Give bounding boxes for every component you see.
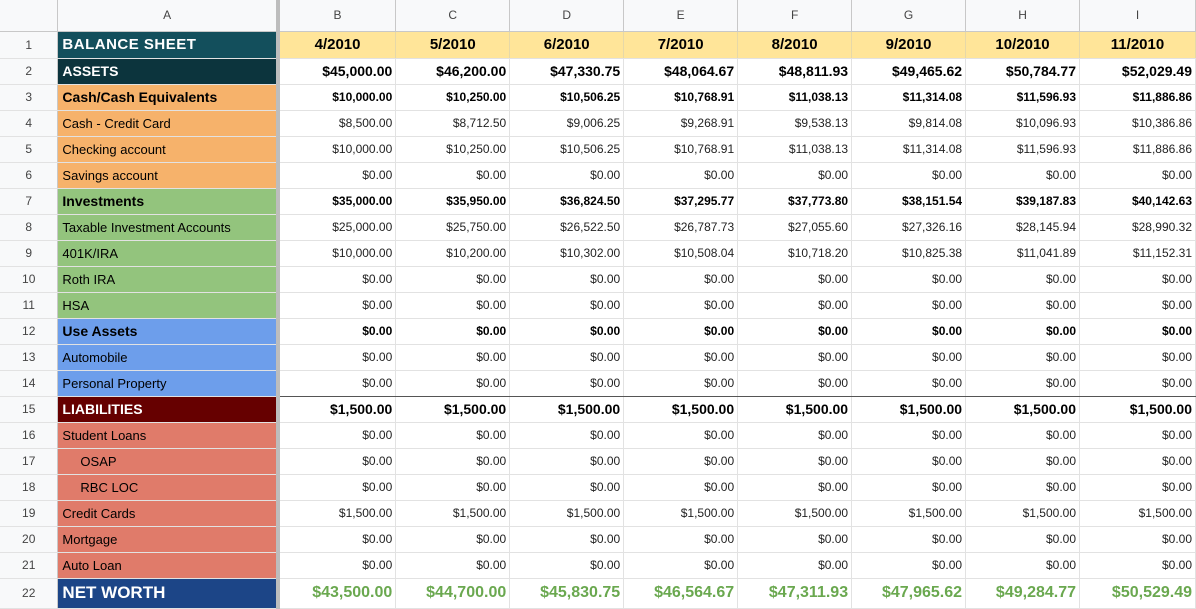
value-cell[interactable]: $50,784.77 (966, 58, 1080, 84)
value-cell[interactable]: $27,326.16 (852, 214, 966, 240)
row-header[interactable]: 11 (0, 292, 58, 318)
column-header-g[interactable]: G (852, 0, 966, 31)
month-cell[interactable]: 10/2010 (966, 31, 1080, 58)
row-mortgage (0, 526, 1196, 552)
value-cell[interactable]: $0.00 (1080, 318, 1196, 344)
row-header[interactable]: 12 (0, 318, 58, 344)
value-cell[interactable]: $11,314.08 (852, 84, 966, 110)
value-cell[interactable]: $0.00 (738, 422, 852, 448)
row-net-worth (0, 578, 1196, 608)
row-investments (0, 188, 1196, 214)
value-cell[interactable]: $1,500.00 (624, 500, 738, 526)
value-cell[interactable]: $10,302.00 (510, 240, 624, 266)
value-cell[interactable]: $10,825.38 (852, 240, 966, 266)
value-cell[interactable]: $48,064.67 (624, 58, 738, 84)
column-header-row (0, 0, 1196, 31)
value-cell[interactable]: $25,000.00 (278, 214, 396, 240)
value-cell[interactable]: $1,500.00 (278, 500, 396, 526)
value-cell[interactable]: $0.00 (624, 344, 738, 370)
month-cell[interactable]: 4/2010 (278, 31, 396, 58)
value-cell[interactable]: $0.00 (396, 526, 510, 552)
value-cell[interactable]: $0.00 (624, 422, 738, 448)
value-cell[interactable]: $0.00 (852, 422, 966, 448)
value-cell[interactable]: $10,096.93 (966, 110, 1080, 136)
value-cell[interactable]: $0.00 (852, 474, 966, 500)
row-header[interactable]: 16 (0, 422, 58, 448)
value-cell[interactable]: $9,268.91 (624, 110, 738, 136)
value-cell[interactable]: $0.00 (624, 162, 738, 188)
value-cell[interactable]: $0.00 (510, 448, 624, 474)
row-assets (0, 58, 1196, 84)
row-header[interactable]: 8 (0, 214, 58, 240)
value-cell[interactable]: $28,145.94 (966, 214, 1080, 240)
column-header-b[interactable]: B (278, 0, 396, 31)
label-cell-401k-ira[interactable]: 401K/IRA (58, 240, 278, 266)
value-cell[interactable]: $0.00 (738, 474, 852, 500)
value-cell[interactable]: $0.00 (1080, 474, 1196, 500)
value-cell[interactable]: $0.00 (510, 526, 624, 552)
value-cell[interactable]: $9,006.25 (510, 110, 624, 136)
value-cell[interactable]: $0.00 (738, 162, 852, 188)
value-cell[interactable]: $0.00 (624, 292, 738, 318)
value-cell[interactable]: $0.00 (510, 344, 624, 370)
column-header-c[interactable]: C (396, 0, 510, 31)
label-cell-rbc-loc[interactable]: RBC LOC (58, 474, 278, 500)
value-cell[interactable]: $39,187.83 (966, 188, 1080, 214)
value-cell[interactable]: $37,295.77 (624, 188, 738, 214)
label-cell-credit-cards[interactable]: Credit Cards (58, 500, 278, 526)
value-cell[interactable]: $0.00 (396, 292, 510, 318)
value-cell[interactable]: $0.00 (278, 422, 396, 448)
row-header[interactable]: 18 (0, 474, 58, 500)
value-cell[interactable]: $0.00 (738, 552, 852, 578)
value-cell[interactable]: $0.00 (966, 526, 1080, 552)
value-cell[interactable]: $0.00 (278, 526, 396, 552)
value-cell[interactable]: $10,200.00 (396, 240, 510, 266)
value-cell[interactable]: $0.00 (624, 474, 738, 500)
value-cell[interactable]: $0.00 (396, 448, 510, 474)
value-cell[interactable]: $0.00 (966, 422, 1080, 448)
value-cell[interactable]: $0.00 (510, 552, 624, 578)
label-cell-roth-ira[interactable]: Roth IRA (58, 266, 278, 292)
value-cell[interactable]: $10,250.00 (396, 136, 510, 162)
value-cell[interactable]: $0.00 (396, 266, 510, 292)
value-cell[interactable]: $0.00 (278, 318, 396, 344)
value-cell[interactable]: $11,886.86 (1080, 136, 1196, 162)
value-cell[interactable]: $0.00 (738, 526, 852, 552)
value-cell[interactable]: $40,142.63 (1080, 188, 1196, 214)
row-header[interactable]: 7 (0, 188, 58, 214)
row-header[interactable]: 6 (0, 162, 58, 188)
value-cell[interactable]: $1,500.00 (510, 500, 624, 526)
value-cell[interactable]: $0.00 (1080, 370, 1196, 396)
month-cell[interactable]: 9/2010 (852, 31, 966, 58)
value-cell[interactable]: $0.00 (510, 370, 624, 396)
row-401k-ira (0, 240, 1196, 266)
value-cell[interactable]: $0.00 (852, 370, 966, 396)
value-cell[interactable]: $0.00 (396, 422, 510, 448)
value-cell[interactable]: $0.00 (624, 448, 738, 474)
value-cell[interactable]: $0.00 (624, 526, 738, 552)
value-cell[interactable]: $0.00 (852, 448, 966, 474)
value-cell[interactable]: $0.00 (624, 266, 738, 292)
row-header[interactable]: 15 (0, 396, 58, 422)
value-cell[interactable]: $0.00 (738, 266, 852, 292)
value-cell[interactable]: $0.00 (510, 318, 624, 344)
row-header[interactable]: 21 (0, 552, 58, 578)
value-cell[interactable]: $0.00 (966, 318, 1080, 344)
value-cell[interactable]: $0.00 (966, 292, 1080, 318)
row-header[interactable]: 13 (0, 344, 58, 370)
month-cell[interactable]: 5/2010 (396, 31, 510, 58)
value-cell[interactable]: $8,500.00 (278, 110, 396, 136)
label-cell-assets[interactable]: ASSETS (58, 58, 278, 84)
row-header[interactable]: 2 (0, 58, 58, 84)
value-cell[interactable]: $0.00 (966, 344, 1080, 370)
value-cell[interactable]: $0.00 (852, 526, 966, 552)
value-cell[interactable]: $0.00 (396, 474, 510, 500)
value-cell[interactable]: $0.00 (966, 552, 1080, 578)
label-cell-personal-property[interactable]: Personal Property (58, 370, 278, 396)
value-cell[interactable]: $1,500.00 (510, 396, 624, 422)
column-header-i[interactable]: I (1080, 0, 1196, 31)
value-cell[interactable]: $10,000.00 (278, 136, 396, 162)
value-cell[interactable]: $1,500.00 (396, 500, 510, 526)
column-header-e[interactable]: E (624, 0, 738, 31)
value-cell[interactable]: $47,965.62 (852, 578, 966, 608)
value-cell[interactable]: $1,500.00 (396, 396, 510, 422)
value-cell[interactable]: $11,314.08 (852, 136, 966, 162)
row-automobile (0, 344, 1196, 370)
label-cell-student-loans[interactable]: Student Loans (58, 422, 278, 448)
value-cell[interactable]: $10,250.00 (396, 84, 510, 110)
value-cell[interactable]: $0.00 (278, 292, 396, 318)
value-cell[interactable]: $1,500.00 (738, 396, 852, 422)
value-cell[interactable]: $0.00 (510, 266, 624, 292)
value-cell[interactable]: $37,773.80 (738, 188, 852, 214)
label-cell-automobile[interactable]: Automobile (58, 344, 278, 370)
label-cell-savings-account[interactable]: Savings account (58, 162, 278, 188)
row-savings-account (0, 162, 1196, 188)
value-cell[interactable]: $0.00 (624, 318, 738, 344)
month-cell[interactable]: 6/2010 (510, 31, 624, 58)
value-cell[interactable]: $0.00 (396, 318, 510, 344)
month-cell[interactable]: 7/2010 (624, 31, 738, 58)
value-cell[interactable]: $0.00 (738, 370, 852, 396)
row-header[interactable]: 14 (0, 370, 58, 396)
month-cell[interactable]: 8/2010 (738, 31, 852, 58)
row-rbc-loc (0, 474, 1196, 500)
value-cell[interactable]: $11,596.93 (966, 136, 1080, 162)
label-cell-auto-loan[interactable]: Auto Loan (58, 552, 278, 578)
label-cell-use-assets[interactable]: Use Assets (58, 318, 278, 344)
value-cell[interactable]: $11,596.93 (966, 84, 1080, 110)
value-cell[interactable]: $0.00 (852, 292, 966, 318)
value-cell[interactable]: $26,787.73 (624, 214, 738, 240)
row-header[interactable]: 10 (0, 266, 58, 292)
value-cell[interactable]: $0.00 (852, 162, 966, 188)
value-cell[interactable]: $10,000.00 (278, 240, 396, 266)
value-cell[interactable]: $35,000.00 (278, 188, 396, 214)
value-cell[interactable]: $0.00 (510, 474, 624, 500)
value-cell[interactable]: $48,811.93 (738, 58, 852, 84)
column-header-d[interactable]: D (510, 0, 624, 31)
value-cell[interactable]: $10,768.91 (624, 136, 738, 162)
value-cell[interactable]: $0.00 (852, 344, 966, 370)
row-taxable-investment-accounts (0, 214, 1196, 240)
value-cell[interactable]: $0.00 (278, 448, 396, 474)
row-roth-ira (0, 266, 1196, 292)
row-header[interactable]: 4 (0, 110, 58, 136)
value-cell[interactable]: $0.00 (624, 370, 738, 396)
month-cell[interactable]: 11/2010 (1080, 31, 1196, 58)
value-cell[interactable]: $0.00 (1080, 292, 1196, 318)
value-cell[interactable]: $0.00 (510, 422, 624, 448)
value-cell[interactable]: $1,500.00 (1080, 500, 1196, 526)
row-credit-cards (0, 500, 1196, 526)
row-student-loans (0, 422, 1196, 448)
label-cell-checking-account[interactable]: Checking account (58, 136, 278, 162)
column-header-h[interactable]: H (966, 0, 1080, 31)
value-cell[interactable]: $25,750.00 (396, 214, 510, 240)
value-cell[interactable]: $0.00 (738, 318, 852, 344)
row-header[interactable]: 9 (0, 240, 58, 266)
row-auto-loan (0, 552, 1196, 578)
value-cell[interactable]: $11,038.13 (738, 84, 852, 110)
label-cell-investments[interactable]: Investments (58, 188, 278, 214)
row-liabilities (0, 396, 1196, 422)
row-header-1[interactable]: 1 (0, 31, 58, 58)
label-cell-osap[interactable]: OSAP (58, 448, 278, 474)
row-hsa (0, 292, 1196, 318)
label-cell-liabilities[interactable]: LIABILITIES (58, 396, 278, 422)
label-cell-mortgage[interactable]: Mortgage (58, 526, 278, 552)
row-header[interactable]: 19 (0, 500, 58, 526)
column-header-f[interactable]: F (738, 0, 852, 31)
value-cell[interactable]: $47,330.75 (510, 58, 624, 84)
value-cell[interactable]: $11,152.31 (1080, 240, 1196, 266)
row-osap (0, 448, 1196, 474)
value-cell[interactable]: $9,814.08 (852, 110, 966, 136)
value-cell[interactable]: $27,055.60 (738, 214, 852, 240)
value-cell[interactable]: $10,386.86 (1080, 110, 1196, 136)
value-cell[interactable]: $8,712.50 (396, 110, 510, 136)
value-cell[interactable]: $11,041.89 (966, 240, 1080, 266)
value-cell[interactable]: $0.00 (852, 266, 966, 292)
value-cell[interactable]: $10,768.91 (624, 84, 738, 110)
value-cell[interactable]: $0.00 (278, 162, 396, 188)
value-cell[interactable]: $10,506.25 (510, 84, 624, 110)
value-cell[interactable]: $43,500.00 (278, 578, 396, 608)
value-cell[interactable]: $35,950.00 (396, 188, 510, 214)
value-cell[interactable]: $0.00 (1080, 526, 1196, 552)
value-cell[interactable]: $0.00 (1080, 422, 1196, 448)
value-cell[interactable]: $0.00 (966, 370, 1080, 396)
value-cell[interactable]: $44,700.00 (396, 578, 510, 608)
value-cell[interactable]: $1,500.00 (278, 396, 396, 422)
value-cell[interactable]: $46,200.00 (396, 58, 510, 84)
row-cash-credit-card (0, 110, 1196, 136)
value-cell[interactable]: $0.00 (396, 552, 510, 578)
value-cell[interactable]: $47,311.93 (738, 578, 852, 608)
row-header[interactable]: 20 (0, 526, 58, 552)
value-cell[interactable]: $1,500.00 (966, 396, 1080, 422)
label-cell-taxable-investment-accounts[interactable]: Taxable Investment Accounts (58, 214, 278, 240)
value-cell[interactable]: $49,465.62 (852, 58, 966, 84)
row-use-assets (0, 318, 1196, 344)
row-checking-account (0, 136, 1196, 162)
value-cell[interactable]: $1,500.00 (966, 500, 1080, 526)
value-cell[interactable]: $1,500.00 (624, 396, 738, 422)
value-cell[interactable]: $0.00 (510, 292, 624, 318)
value-cell[interactable]: $10,508.04 (624, 240, 738, 266)
value-cell[interactable]: $1,500.00 (738, 500, 852, 526)
label-cell-net-worth[interactable]: NET WORTH (58, 578, 278, 608)
value-cell[interactable]: $38,151.54 (852, 188, 966, 214)
value-cell[interactable]: $0.00 (278, 370, 396, 396)
value-cell[interactable]: $0.00 (1080, 266, 1196, 292)
value-cell[interactable]: $1,500.00 (1080, 396, 1196, 422)
value-cell[interactable]: $0.00 (738, 292, 852, 318)
value-cell[interactable]: $10,506.25 (510, 136, 624, 162)
value-cell[interactable]: $9,538.13 (738, 110, 852, 136)
value-cell[interactable]: $0.00 (396, 162, 510, 188)
value-cell[interactable]: $0.00 (1080, 448, 1196, 474)
row-cash-equivalents (0, 84, 1196, 110)
value-cell[interactable]: $0.00 (278, 344, 396, 370)
value-cell[interactable]: $46,564.67 (624, 578, 738, 608)
label-cell-cash-equivalents[interactable]: Cash/Cash Equivalents (58, 84, 278, 110)
value-cell[interactable]: $1,500.00 (852, 396, 966, 422)
value-cell[interactable]: $0.00 (1080, 344, 1196, 370)
value-cell[interactable]: $49,284.77 (966, 578, 1080, 608)
value-cell[interactable]: $0.00 (966, 474, 1080, 500)
value-cell[interactable]: $0.00 (738, 448, 852, 474)
value-cell[interactable]: $11,038.13 (738, 136, 852, 162)
header-row (0, 31, 1196, 58)
column-header-a[interactable]: A (58, 0, 278, 31)
value-cell[interactable]: $0.00 (966, 162, 1080, 188)
value-cell[interactable]: $10,000.00 (278, 84, 396, 110)
value-cell[interactable]: $0.00 (1080, 162, 1196, 188)
value-cell[interactable]: $0.00 (1080, 552, 1196, 578)
value-cell[interactable]: $45,830.75 (510, 578, 624, 608)
value-cell[interactable]: $45,000.00 (278, 58, 396, 84)
value-cell[interactable]: $10,718.20 (738, 240, 852, 266)
value-cell[interactable]: $0.00 (738, 344, 852, 370)
value-cell[interactable]: $0.00 (966, 266, 1080, 292)
value-cell[interactable]: $0.00 (966, 448, 1080, 474)
value-cell[interactable]: $0.00 (278, 552, 396, 578)
row-header[interactable]: 3 (0, 84, 58, 110)
value-cell[interactable]: $36,824.50 (510, 188, 624, 214)
value-cell[interactable]: $0.00 (278, 266, 396, 292)
value-cell[interactable]: $52,029.49 (1080, 58, 1196, 84)
label-cell-cash-credit-card[interactable]: Cash - Credit Card (58, 110, 278, 136)
value-cell[interactable]: $28,990.32 (1080, 214, 1196, 240)
value-cell[interactable]: $1,500.00 (852, 500, 966, 526)
row-personal-property (0, 370, 1196, 396)
value-cell[interactable]: $0.00 (624, 552, 738, 578)
value-cell[interactable]: $0.00 (510, 162, 624, 188)
sheet-title-cell[interactable]: BALANCE SHEET (58, 31, 278, 58)
value-cell[interactable]: $26,522.50 (510, 214, 624, 240)
select-all-corner[interactable] (0, 0, 58, 31)
value-cell[interactable]: $0.00 (396, 370, 510, 396)
value-cell[interactable]: $50,529.49 (1080, 578, 1196, 608)
value-cell[interactable]: $0.00 (278, 474, 396, 500)
value-cell[interactable]: $0.00 (852, 552, 966, 578)
row-header[interactable]: 22 (0, 578, 58, 608)
value-cell[interactable]: $0.00 (852, 318, 966, 344)
value-cell[interactable]: $11,886.86 (1080, 84, 1196, 110)
row-header[interactable]: 17 (0, 448, 58, 474)
label-cell-hsa[interactable]: HSA (58, 292, 278, 318)
row-header[interactable]: 5 (0, 136, 58, 162)
value-cell[interactable]: $0.00 (396, 344, 510, 370)
